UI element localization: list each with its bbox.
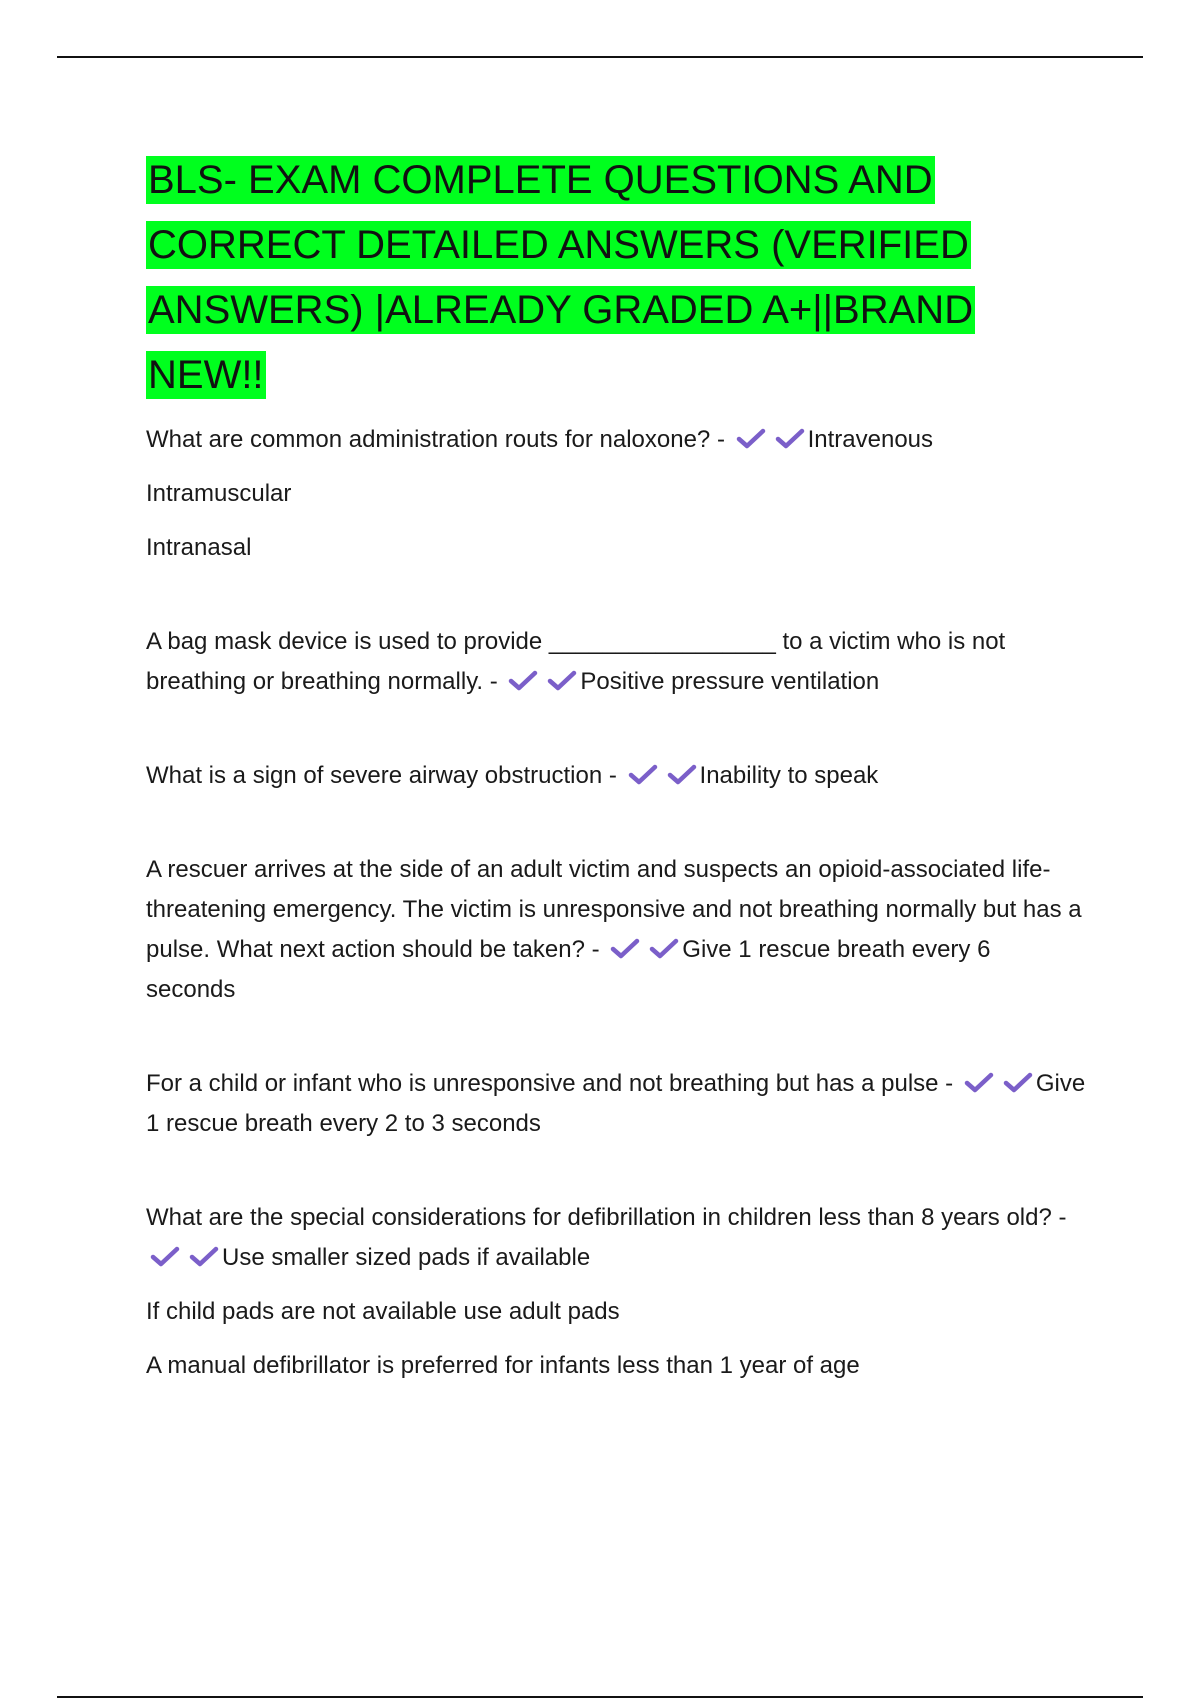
qa-line — [146, 1198, 1086, 1278]
question-text: What are common administration routs for naloxone? - — [146, 426, 725, 453]
qa-item — [146, 1064, 1086, 1144]
qa-item — [146, 756, 1086, 796]
qa-line — [146, 622, 1086, 702]
question-text: What is a sign of severe airway obstruction - — [146, 762, 617, 789]
top-rule — [57, 56, 1143, 58]
answer-line: Intramuscular — [146, 480, 292, 507]
check-icon — [667, 764, 697, 786]
check-icon — [964, 1072, 994, 1094]
check-icon — [150, 1246, 180, 1268]
check-icon — [189, 1246, 219, 1268]
qa-line — [146, 850, 1086, 1010]
question-text: A rescuer arrives at the side of an adult victim and suspects an opioid-associated life-threatening emergency. The victim is unresponsive and not breathing normally but has a pulse. What next action should be taken? - — [146, 856, 1082, 963]
answer-text: Give 1 rescue breath every 6 seconds — [146, 936, 991, 1003]
bottom-rule — [57, 1696, 1143, 1698]
document-body — [146, 148, 1086, 1440]
qa-line — [146, 1064, 1086, 1144]
answer-line: Intranasal — [146, 534, 252, 561]
question-text: For a child or infant who is unresponsive and not breathing but has a pulse - — [146, 1070, 954, 1097]
qa-line — [146, 756, 1086, 796]
check-icon — [1003, 1072, 1033, 1094]
qa-item — [146, 420, 1086, 568]
check-icon — [610, 938, 640, 960]
answer-text: Intravenous — [807, 426, 934, 453]
document-title — [146, 148, 1086, 408]
answer-line: If child pads are not available use adult pads — [146, 1298, 620, 1325]
answer-text: Use smaller sized pads if available — [222, 1244, 591, 1271]
check-icon — [508, 670, 538, 692]
check-icon — [628, 764, 658, 786]
answer-text: Give 1 rescue breath every 2 to 3 seconds — [146, 1070, 1086, 1137]
question-text: What are the special considerations for defibrillation in children less than 8 years old? - — [146, 1204, 1067, 1231]
check-icon — [736, 428, 766, 450]
title-highlight: BLS- EXAM COMPLETE QUESTIONS AND CORRECT DETAILED ANSWERS (VERIFIED ANSWERS) |ALREADY GRADED A+||BRAND NEW!! — [148, 158, 974, 397]
qa-line — [146, 420, 1086, 460]
answer-text: Positive pressure ventilation — [580, 668, 880, 695]
qa-item — [146, 622, 1086, 702]
answer-line: A manual defibrillator is preferred for infants less than 1 year of age — [146, 1352, 860, 1379]
qa-item — [146, 1198, 1086, 1386]
answer-text: Inability to speak — [699, 762, 879, 789]
check-icon — [775, 428, 805, 450]
question-text: A bag mask device is used to provide _________________ to a victim who is not breathing or breathing normally. - — [146, 628, 1006, 695]
check-icon — [649, 938, 679, 960]
qa-list — [146, 420, 1086, 1386]
check-icon — [547, 670, 577, 692]
qa-item — [146, 850, 1086, 1010]
